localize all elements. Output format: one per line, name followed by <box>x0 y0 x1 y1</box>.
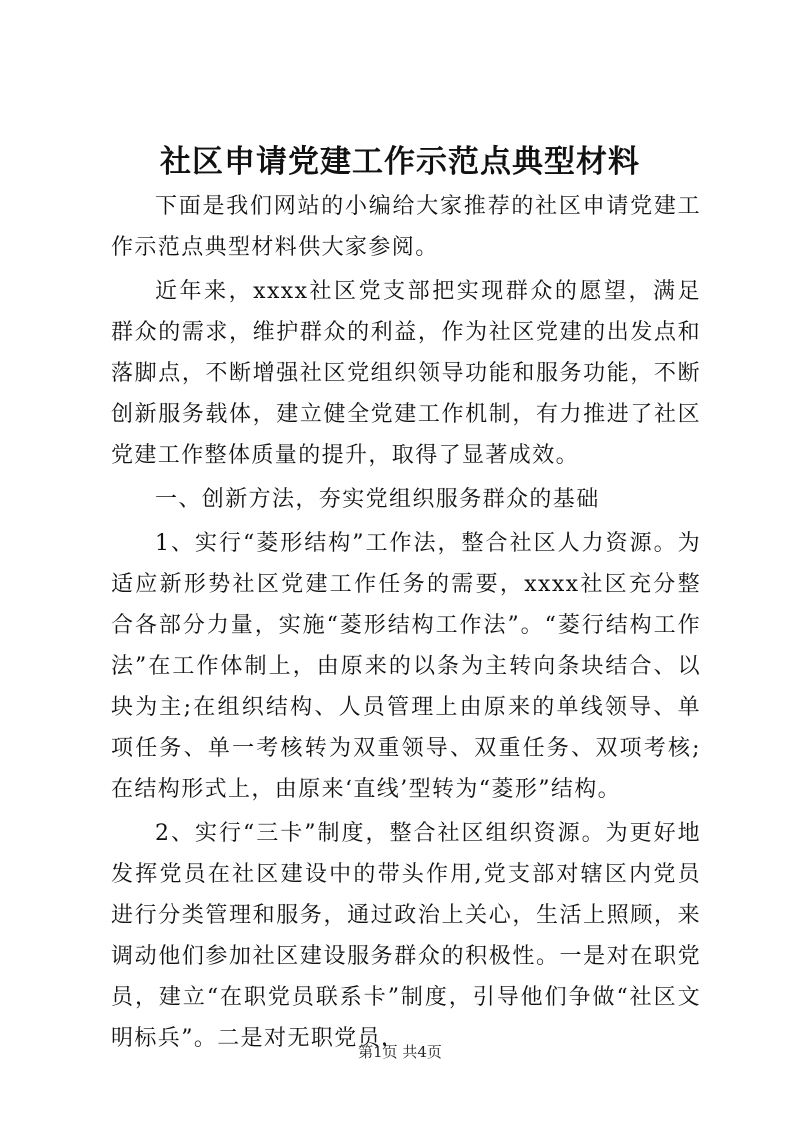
page-footer <box>0 1042 800 1062</box>
item-1-paragraph: 1、实行“菱形结构”工作法，整合社区人力资源。为适应新形势社区党建工作任务的需要，xxxx社区充分整合各部分力量，实施“菱形结构工作法”。“菱行结构工作法”在工作体制上，由原来的以条为主转向条块结合、以块为主;在组织结构、人员管理上由原来的单线领导、单项任务、单一考核转为双重领导、双重任务、双项考核;在结构形式上，由原来‘直线’型转为“菱形”结构。 <box>111 531 701 802</box>
item-2-paragraph: 2、实行“三卡”制度，整合社区组织资源。为更好地发挥党员在社区建设中的带头作用,党支部对辖区内党员进行分类管理和服务，通过政治上关心，生活上照顾，来调动他们参加社区建设服务群众的积极性。一是对在职党员，建立“在职党员联系卡”制度，引导他们争做“社区文明标兵”。二是对无职党员， <box>111 821 701 1051</box>
document-title: 社区申请党建工作示范点典型材料 <box>160 144 640 180</box>
document-body <box>111 186 701 1062</box>
page-number: 第1页 共4页 <box>358 1043 442 1061</box>
section-heading: 一、创新方法，夯实党组织服务群众的基础 <box>155 487 600 512</box>
summary-paragraph: 近年来，xxxx社区党支部把实现群众的愿望，满足群众的需求，维护群众的利益，作为社区党建的出发点和落脚点，不断增强社区党组织领导功能和服务功能，不断创新服务载体，建立健全党建工作机制，有力推进了社区党建工作整体质量的提升，取得了显著成效。 <box>111 279 701 468</box>
intro-paragraph: 下面是我们网站的小编给大家推荐的社区申请党建工作示范点典型材料供大家参阅。 <box>111 194 701 260</box>
